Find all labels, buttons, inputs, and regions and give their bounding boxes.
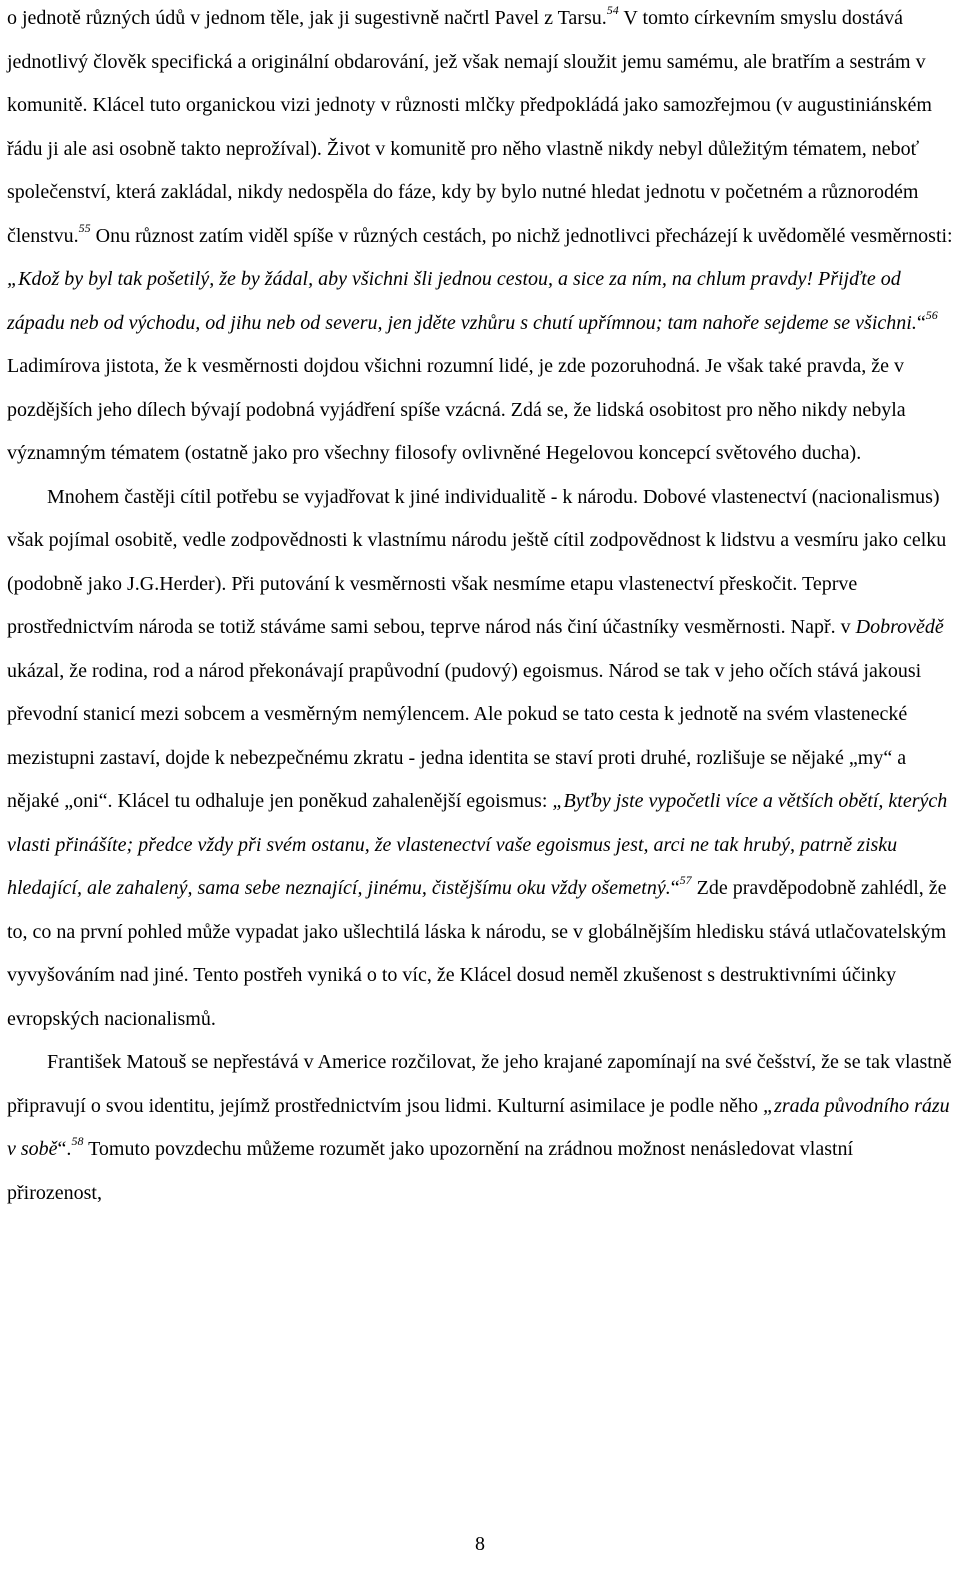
footnote-ref-57[interactable]: 57 [679,873,692,887]
quotation: „Byťby jste vypočetli více a větších obětí, kterých vlasti přinášíte; předce vždy při svém ostanu, že vlastenectví vaše egoismus jest, arci ne tak hrubý, patrně zisku hledající, ale zahalený, sama sebe neznající, jinému, čistějšímu oku vždy ošemetný. [7,790,948,899]
text: “. [57,1138,72,1160]
text: Mnohem častěji cítil potřebu se vyjadřovat k jiné individualitě - k národu. Dobové vlastenectví (nacionalismus) však pojímal osobitě, vedle zodpovědnosti k vlastnímu národu ještě cítil zodpovědnost k lidstvu a vesmíru jako celku (podobně jako J.G.Herder). Při putování k vesměrnosti však nesmíme etapu vlastenectví přeskočit. Teprve prostřednictvím národa se totiž stáváme sami sebou, teprve národ nás činí účastníky vesměrnosti. Např. v [7,485,947,638]
quotation: „Kdož by byl tak pošetilý, že by žádal, aby všichni šli jednou cestou, a sice za ním, na chlum pravdy! Přijďte od západu neb od východu, od jihu neb od severu, jen jděte vzhůru s chutí upřímnou; tam nahoře sejdeme se všichni. [7,268,917,334]
text: Tomuto povzdechu můžeme rozumět jako upozornění na zrádnou možnost nenásledovat vlastní přirozenost, [7,1138,854,1204]
text: “ [670,877,680,899]
footnote-ref-55[interactable]: 55 [78,220,91,235]
footnote-ref-58[interactable]: 58 [71,1134,84,1148]
text: Onu různost zatím viděl spíše v různých cestách, po nichž jednotlivci přecházejí k uvědomělé vesměrnosti: [90,224,953,247]
paragraph-3 [7,1041,953,1215]
work-title: Dobrovědě [855,616,944,638]
text: František Matouš se nepřestává v Americe rozčilovat, že jeho krajané zapomínají na své češství, že se tak vlastně připravují o svou identitu, jejímž prostřednictvím jsou lidmi. Kulturní asimilace je podle něho [7,1051,952,1117]
text: V tomto církevním smyslu dostává jednotlivý člověk specifická a originální obdarování, jež však nemají sloužit jemu samému, ale bratřím a sestrám v komunitě. Klácel tuto organickou vizi jednoty v různosti mlčky předpokládá jako samozřejmou (v augustiniánském řádu ji ale asi osobně takto neprožíval). Život v komunitě pro něho vlastně nikdy nebyl důležitým tématem, neboť společenství, která zakládal, nikdy nedospěla do fáze, kdy by bylo nutné hledat jednotu v početném a různorodém členstvu. [7,7,932,247]
footnote-ref-54[interactable]: 54 [606,3,619,17]
text: “ [916,311,926,334]
paragraph-1 [7,0,953,476]
text: Ladimírova jistota, že k vesměrnosti dojdou všichni rozumní lidé, je zde pozoruhodná. Je však také pravda, že v pozdějších jeho dílech bývají podobná vyjádření spíše vzácná. Zdá se, že lidská osobitost pro něho nikdy nebyla významným tématem (ostatně jako pro všechny filosofy ovlivněné Hegelovou koncepcí světového ducha). [7,355,906,464]
text: Zde pravděpodobně zahlédl, že to, co na první pohled může vypadat jako ušlechtilá láska k národu, se v globálnějším hledisku stává utlačovatelským vyvyšováním nad jiné. Tento postřeh vyniká o to víc, že Klácel dosud neměl zkušenost s destruktivními účinky evropských nacionalismů. [7,877,947,1030]
page-number: 8 [475,1533,485,1555]
footnote-ref-56[interactable]: 56 [925,307,938,322]
quotation: „zrada původního rázu v sobě [7,1094,950,1160]
paragraph-2 [7,476,953,1042]
text: o jednotě různých údů v jednom těle, jak ji sugestivně načrtl Pavel z Tarsu. [7,7,607,29]
document-page [7,0,953,1215]
text: ukázal, že rodina, rod a národ překonávají prapůvodní (pudový) egoismus. Národ se tak v jeho očích stává jakousi převodní stanicí mezi sobcem a vesměrným nemýlencem. Ale pokud se tato cesta k jednotě na svém vlastenecké mezistupni zastaví, dojde k nebezpečnému zkratu - jedna identita se staví proti druhé, rozlišuje se nějaké „my“ a nějaké „oni“. Klácel tu odhaluje jen poněkud zahalenější egoismus: [7,659,922,812]
